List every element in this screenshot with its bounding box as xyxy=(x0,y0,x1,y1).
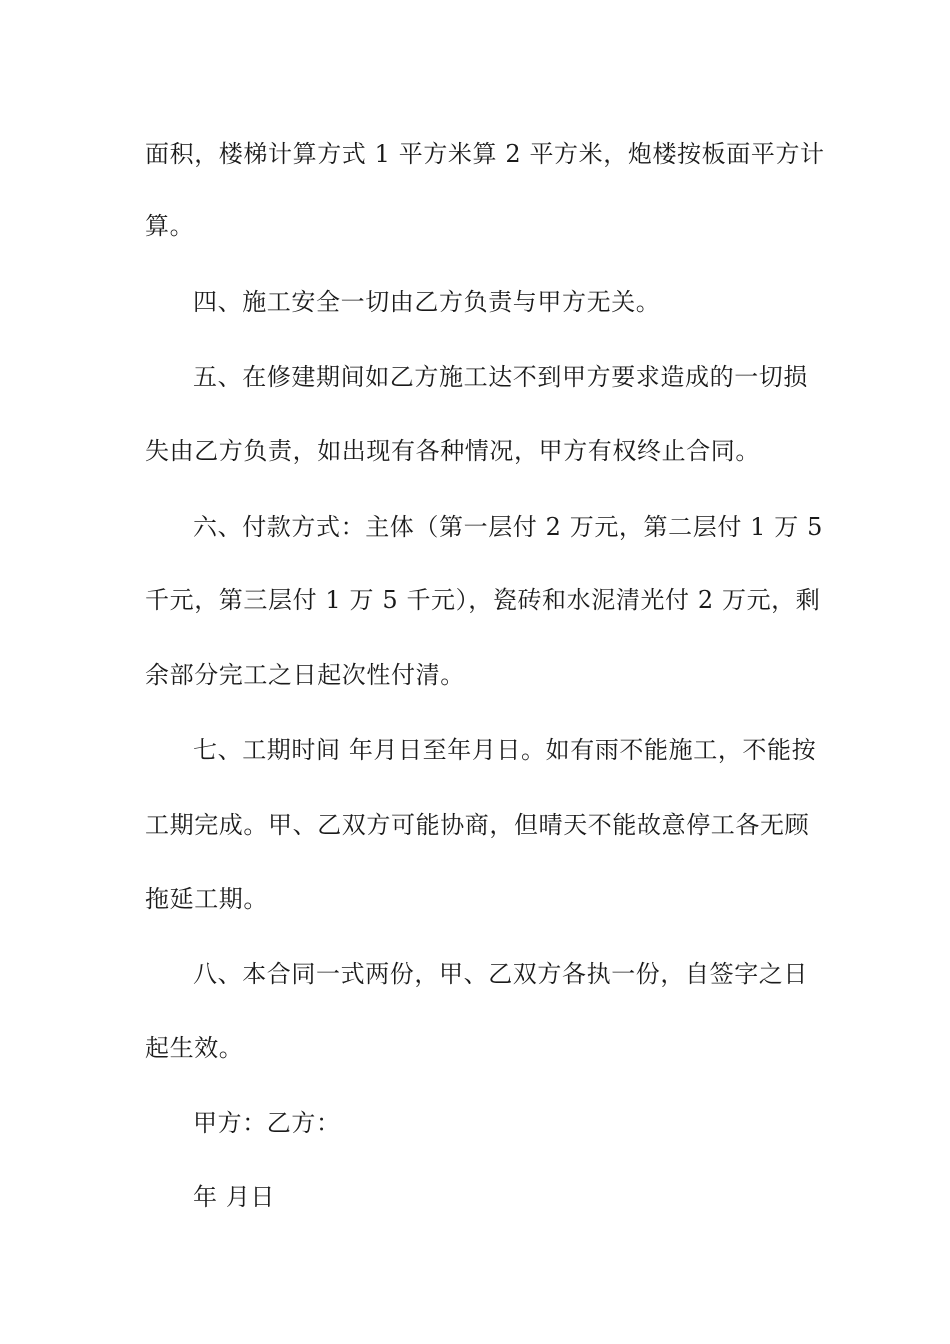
clause-6-line-2: 千元，第三层付 1 万 5 千元），瓷砖和水泥清光付 2 万元，剩 xyxy=(145,586,821,614)
clause-4: 四、施工安全一切由乙方负责与甲方无关。 xyxy=(193,288,661,316)
clause-7-line-3: 拖延工期。 xyxy=(145,885,268,913)
signature-parties: 甲方：乙方： xyxy=(193,1109,341,1137)
clause-3-continuation-line-1: 面积，楼梯计算方式 1 平方米算 2 平方米，炮楼按板面平方计 xyxy=(145,140,825,168)
clause-3-continuation-line-2: 算。 xyxy=(145,212,195,240)
clause-7-line-2: 工期完成。甲、乙双方可能协商，但晴天不能故意停工各无顾 xyxy=(145,811,810,839)
clause-8-line-1: 八、本合同一式两份，甲、乙双方各执一份，自签字之日 xyxy=(193,960,808,988)
clause-6-line-1: 六、付款方式：主体（第一层付 2 万元，第二层付 1 万 5 xyxy=(193,513,823,541)
clause-6-line-3: 余部分完工之日起次性付清。 xyxy=(145,661,465,689)
clause-5-line-1: 五、在修建期间如乙方施工达不到甲方要求造成的一切损 xyxy=(193,363,808,391)
clause-8-line-2: 起生效。 xyxy=(145,1034,244,1062)
clause-5-line-2: 失由乙方负责，如出现有各种情况，甲方有权终止合同。 xyxy=(145,437,760,465)
clause-7-line-1: 七、工期时间 年月日至年月日。如有雨不能施工，不能按 xyxy=(193,736,817,764)
signature-date: 年 月日 xyxy=(193,1183,276,1211)
